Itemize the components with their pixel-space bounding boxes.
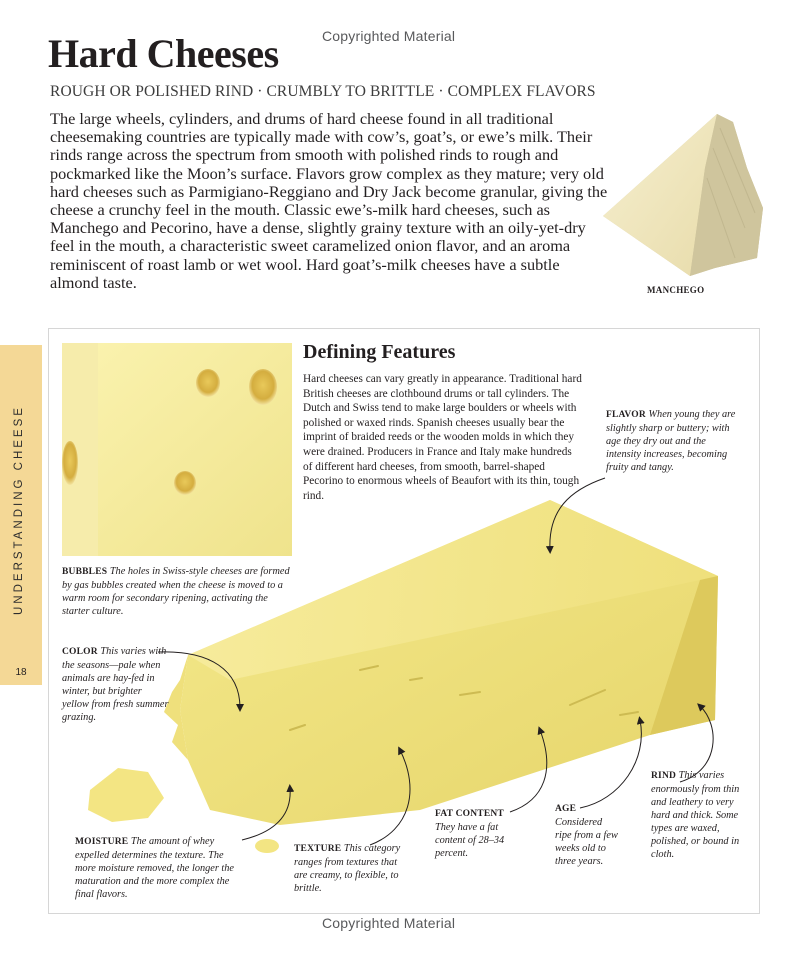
callout-flavor [606, 408, 736, 474]
manchego-caption: MANCHEGO [647, 285, 705, 295]
callout-texture [294, 842, 404, 895]
color-arrow [158, 652, 240, 708]
callout-flavor-text: When young they are slightly sharp or buttery; with age they dry out and the intensity increases, becoming fruity and tangy. [606, 409, 736, 473]
callout-bubbles-text: The holes in Swiss-style cheeses are formed by gas bubbles created when the cheese is moved to a warm room for secondary ripening, activating the starter culture. [62, 566, 290, 617]
callout-age-label: AGE [555, 804, 577, 814]
callout-rind-text: This varies enormously from thin and leathery to very hard and thick. Some types are waxed, polished, or bound in cloth. [651, 770, 740, 860]
callout-bubbles [62, 565, 292, 618]
copyright-watermark-bottom: Copyrighted Material [322, 915, 456, 931]
page-subtitle: ROUGH OR POLISHED RIND · CRUMBLY TO BRITTLE · COMPLEX FLAVORS [50, 83, 596, 100]
page-number: 18 [0, 662, 42, 684]
callout-color-text: This varies with the seasons—pale when animals are hay-fed in winter, but brighter yellow from fresh summer grazing. [62, 646, 169, 723]
callout-moisture-text: The amount of whey expelled determines the texture. The more moisture removed, the longer the maturation and the more complex the final flavors. [75, 836, 234, 900]
callout-fat-text: They have a fat content of 28–34 percent. [435, 822, 505, 859]
callout-rind-label: RIND [651, 771, 677, 781]
callout-rind [651, 769, 751, 861]
fat-arrow [510, 730, 547, 812]
callout-age [555, 802, 619, 868]
moisture-arrow [242, 788, 290, 840]
flavor-arrow [550, 478, 605, 550]
age-arrow [580, 720, 641, 808]
callout-flavor-label: FLAVOR [606, 410, 646, 420]
callout-fat-content [435, 807, 517, 860]
defining-features-text: Hard cheeses can vary greatly in appearance. Traditional hard British cheeses are clothbound drums or tall cylinders. The Dutch and Swiss tend to make large boulders or wheels with polished or waxed rinds. Spanish cheeses usually bear the imprint of braided reeds or the wooden molds in which they were drained. Producers in France and Italy make hundreds of different hard cheeses, from smooth, barrel-shaped Pecorino to enormous wheels of Beaufort with its thin, tough rind. [303, 373, 582, 502]
callout-moisture-label: MOISTURE [75, 837, 129, 847]
section-tab-label: UNDERSTANDING CHEESE [13, 405, 25, 615]
intro-paragraph: The large wheels, cylinders, and drums of hard cheese found in all traditional cheesemaking countries are typically made with cow’s, goat’s, or ewe’s milk. Their rinds range across the spectrum from smooth with polished rinds to rough and pockmarked like the Moon’s surface. Flavors grow complex as they mature; very old hard cheeses such as Parmigiano-Reggiano and Dry Jack become granular, giving the cheese a crunchy feel in the mouth. Classic ewe’s-milk hard cheeses, such as Manchego and Pecorino, have a dense, slightly grainy texture with an oily-yet-dry feel in the mouth, a characteristic sweet caramelized onion flavor, and an aroma reminiscent of roast lamb or wet wool. Hard goat’s-milk cheeses have a subtle almond taste. [50, 109, 608, 292]
page-title: Hard Cheeses [48, 31, 279, 76]
defining-features-title: Defining Features [303, 341, 456, 363]
callout-bubbles-label: BUBBLES [62, 567, 108, 577]
callout-texture-text: This category ranges from textures that are creamy, to flexible, to brittle. [294, 843, 401, 894]
callout-age-text: Considered ripe from a few weeks old to three years. [555, 817, 618, 867]
texture-arrow [370, 750, 410, 845]
callout-texture-label: TEXTURE [294, 844, 342, 854]
callout-color-label: COLOR [62, 647, 98, 657]
callout-moisture [75, 835, 245, 901]
callout-fat-label: FAT CONTENT [435, 809, 504, 819]
copyright-watermark-top: Copyrighted Material [322, 28, 456, 44]
callout-color [62, 645, 170, 724]
